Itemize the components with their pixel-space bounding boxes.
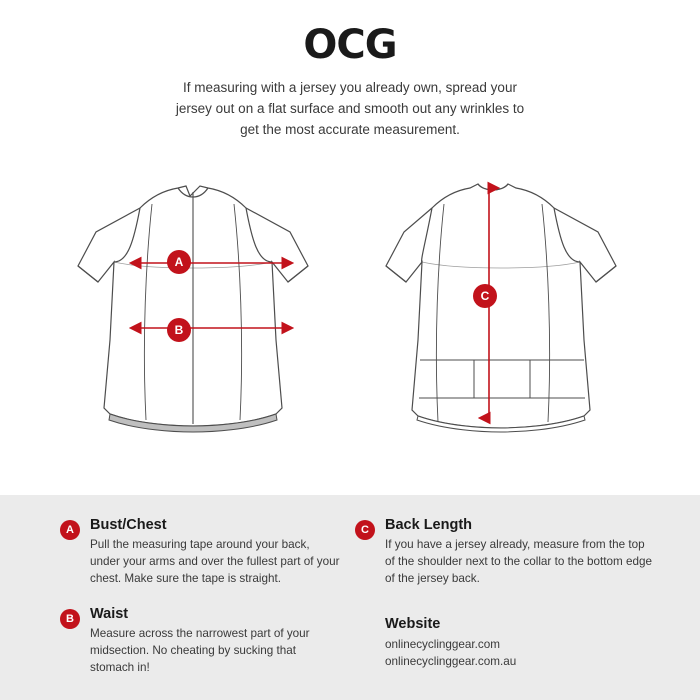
- front-jersey: [78, 186, 308, 432]
- back-length-badge: C: [355, 520, 375, 540]
- website-title: Website: [385, 615, 441, 632]
- measurement-legend-panel: [0, 495, 700, 700]
- legend-item-bust-chest: [60, 517, 340, 588]
- legend-item-waist: [60, 606, 340, 677]
- waist-title: Waist: [90, 605, 129, 622]
- website-link-com[interactable]: onlinecyclinggear.com: [385, 637, 500, 651]
- legend-column-right: [355, 517, 655, 689]
- bust-chest-badge: A: [60, 520, 80, 540]
- bust-chest-body: Pull the measuring tape around your back, under your arms and over the fullest part of your chest. Make sure the tape is straight.: [90, 538, 340, 585]
- bust-chest-title: Bust/Chest: [90, 517, 167, 533]
- legend-column-left: [60, 517, 340, 695]
- jersey-svg: [0, 170, 700, 490]
- legend-item-back-length: [355, 517, 655, 588]
- chest-marker: [167, 250, 191, 274]
- back-jersey: [386, 184, 616, 432]
- brand-logo: OCG: [303, 22, 397, 68]
- back-length-title: Back Length: [385, 517, 473, 533]
- website-block: [355, 616, 655, 671]
- waist-marker: [167, 318, 191, 342]
- waist-body: Measure across the narrowest part of your midsection. No cheating by sucking that stomach in!: [90, 626, 310, 674]
- jersey-diagrams: [0, 170, 700, 490]
- back-length-body: If you have a jersey already, measure from the top of the shoulder next to the collar to the bottom edge of the jersey back.: [385, 538, 653, 585]
- back-length-marker-label: C: [480, 289, 490, 303]
- waist-marker-label: B: [174, 323, 184, 337]
- intro-text: If measuring with a jersey you already own, spread your jersey out on a flat surface and smooth out any wrinkles to get the most accurate measurement.: [175, 80, 525, 137]
- chest-marker-label: A: [174, 255, 184, 269]
- website-link-com-au[interactable]: onlinecyclinggear.com.au: [385, 655, 517, 669]
- waist-badge: B: [60, 609, 80, 629]
- back-length-marker: [473, 284, 497, 308]
